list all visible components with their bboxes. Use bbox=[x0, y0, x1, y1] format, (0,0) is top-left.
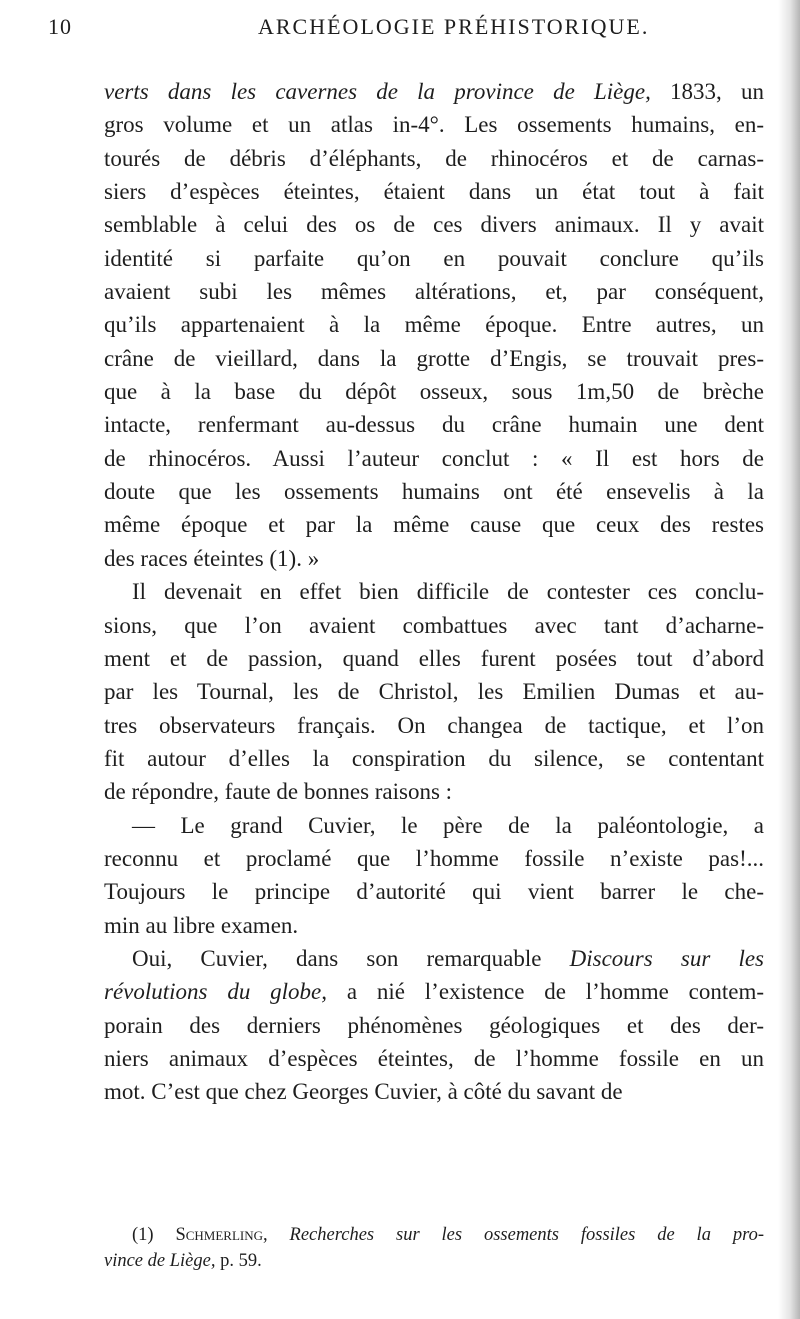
text-line bbox=[104, 475, 764, 508]
italic-text: révolutions du globe, bbox=[104, 979, 327, 1005]
text-line bbox=[104, 775, 764, 808]
page-edge-shadow bbox=[778, 0, 800, 1319]
text-line bbox=[104, 442, 764, 475]
text-line bbox=[104, 542, 764, 575]
text-line bbox=[104, 375, 764, 408]
text-line bbox=[104, 875, 764, 908]
text-segment: Schmerling, bbox=[175, 1225, 268, 1245]
text-line bbox=[104, 675, 764, 708]
footnote bbox=[104, 1222, 764, 1274]
text-line bbox=[104, 342, 764, 375]
text-segment bbox=[268, 1225, 290, 1245]
text-line bbox=[104, 242, 764, 275]
text-line bbox=[104, 108, 764, 141]
text-segment: 1833, un bbox=[650, 79, 764, 104]
text-segment: reconnu et proclamé que l’homme fossile n’existe pas!... bbox=[104, 845, 764, 871]
text-line bbox=[104, 609, 764, 642]
italic-text: Recherches sur les ossements fossiles de la pro- bbox=[289, 1225, 765, 1245]
text-line bbox=[104, 742, 764, 775]
text-segment: gros volume et un atlas in-4°. Les ossements humains, en- bbox=[104, 112, 764, 138]
text-line bbox=[104, 1009, 764, 1042]
text-segment: des races éteintes (1). » bbox=[104, 545, 320, 571]
text-line bbox=[104, 575, 764, 608]
text-segment: qu’ils appartenaient à la même époque. Entre autres, un bbox=[104, 312, 764, 338]
text-segment: ment et de passion, quand elles furent posées tout d’abord bbox=[104, 645, 764, 671]
text-line bbox=[104, 508, 764, 541]
text-segment: identité si parfaite qu’on en pouvait conclure qu’ils bbox=[104, 245, 764, 271]
text-line bbox=[104, 308, 764, 341]
text-segment: même époque et par la même cause que ceux des restes bbox=[104, 512, 764, 538]
text-segment: min au libre examen. bbox=[104, 912, 299, 938]
text-line bbox=[104, 809, 764, 842]
text-segment: avaient subi les mêmes altérations, et, par conséquent, bbox=[104, 279, 764, 305]
text-line bbox=[104, 75, 764, 108]
text-segment: niers animaux d’espèces éteintes, de l’homme fossile en un bbox=[104, 1045, 764, 1071]
running-head: ARCHÉOLOGIE PRÉHISTORIQUE. bbox=[258, 14, 650, 39]
text-segment: siers d’espèces éteintes, étaient dans un état tout à fait bbox=[104, 179, 764, 205]
text-segment: de rhinocéros. Aussi l’auteur conclut : « Il est hors de bbox=[104, 445, 764, 471]
italic-text: vince de Liège, bbox=[104, 1251, 216, 1271]
text-line bbox=[104, 1075, 764, 1108]
italic-text: Discours sur les bbox=[569, 945, 764, 971]
text-line bbox=[104, 175, 764, 208]
text-segment: Il devenait en effet bien difficile de contester ces conclu- bbox=[132, 579, 764, 605]
text-line bbox=[104, 842, 764, 875]
text-segment: crâne de vieillard, dans la grotte d’Engis, se trouvait pres- bbox=[104, 345, 764, 371]
text-segment: a nié l’existence de l’homme contem- bbox=[327, 979, 764, 1005]
text-segment: porain des derniers phénomènes géologiques et des der- bbox=[104, 1012, 764, 1038]
text-segment: mot. C’est que chez Georges Cuvier, à côté du savant de bbox=[104, 1079, 623, 1105]
text-segment: — Le grand Cuvier, le père de la paléontologie, a bbox=[132, 812, 764, 838]
footnote-line bbox=[104, 1248, 764, 1274]
text-segment: tourés de débris d’éléphants, de rhinocéros et de carnas- bbox=[104, 145, 764, 171]
text-segment: doute que les ossements humains ont été ensevelis à la bbox=[104, 479, 764, 505]
text-line bbox=[104, 275, 764, 308]
page-header bbox=[48, 14, 778, 54]
footnote-line bbox=[104, 1222, 764, 1248]
text-segment: sions, que l’on avaient combattues avec tant d’acharne- bbox=[104, 612, 764, 638]
text-segment: fit autour d’elles la conspiration du silence, se contentant bbox=[104, 745, 764, 771]
text-line bbox=[104, 642, 764, 675]
text-segment: Oui, Cuvier, dans son remarquable bbox=[132, 945, 570, 971]
text-segment: par les Tournal, les de Christol, les Emilien Dumas et au- bbox=[104, 679, 764, 705]
text-segment: intacte, renfermant au-dessus du crâne humain une dent bbox=[104, 412, 764, 438]
text-segment: (1) bbox=[132, 1225, 176, 1245]
text-segment: Toujours le principe d’autorité qui vient barrer le che- bbox=[104, 879, 764, 905]
body-text bbox=[104, 75, 764, 1109]
text-line bbox=[104, 408, 764, 441]
text-line bbox=[104, 1042, 764, 1075]
text-line bbox=[104, 942, 764, 975]
italic-text: verts dans les cavernes de la province de Liège, bbox=[104, 79, 651, 104]
text-segment: de répondre, faute de bonnes raisons : bbox=[104, 779, 453, 805]
text-line bbox=[104, 709, 764, 742]
text-segment: que à la base du dépôt osseux, sous 1m,50 de brèche bbox=[104, 379, 764, 405]
text-segment: semblable à celui des os de ces divers animaux. Il y avait bbox=[104, 212, 764, 238]
text-line bbox=[104, 909, 764, 942]
page-number: 10 bbox=[48, 14, 72, 39]
text-line bbox=[104, 975, 764, 1008]
text-segment: tres observateurs français. On changea de tactique, et l’on bbox=[104, 712, 764, 738]
text-line bbox=[104, 142, 764, 175]
text-segment: p. 59. bbox=[215, 1251, 262, 1271]
text-line bbox=[104, 208, 764, 241]
